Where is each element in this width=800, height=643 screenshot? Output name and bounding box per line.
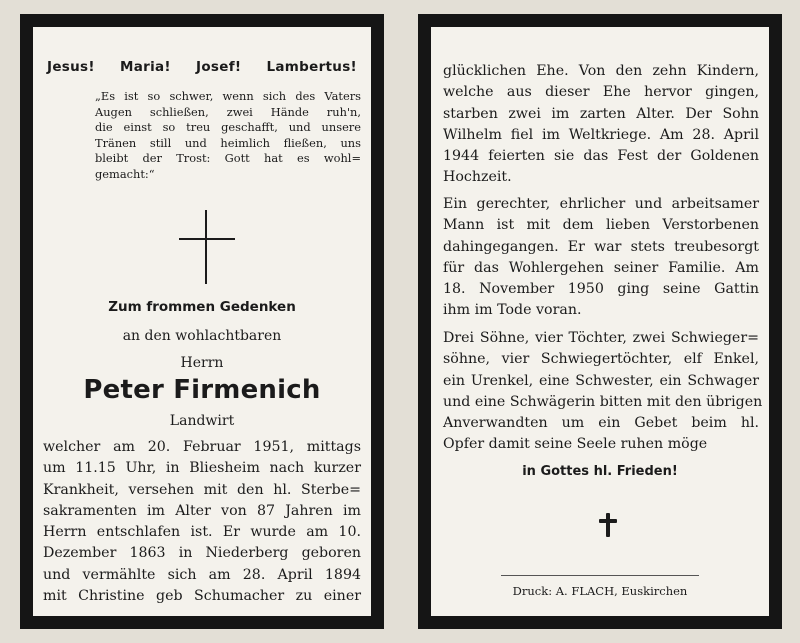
text-line: welche aus dieser Ehe hervor gingen, <box>443 84 759 101</box>
printer-credit: Druck: A. FLACH, Euskirchen <box>512 584 688 598</box>
text-line: Anverwandten um ein Gebet beim hl. <box>443 415 759 432</box>
text-line: Mann ist mit dem lieben Verstorbenen <box>443 217 759 234</box>
text-line: und vermählte sich am 28. April 1894 <box>43 566 361 583</box>
small-cross-icon <box>599 513 617 537</box>
memorial-intro: an den wohlachtbaren <box>122 328 282 344</box>
invocation-lambertus: Lambertus! <box>266 59 357 75</box>
text-line: Opfer damit seine Seele ruhen möge <box>443 436 708 453</box>
text-line: 1944 feierten sie das Fest der Goldenen <box>443 148 759 165</box>
text-line: Hochzeit. <box>443 169 512 186</box>
text-line: welcher am 20. Februar 1951, mittags <box>43 439 361 455</box>
cross-icon <box>179 210 235 284</box>
paragraph-marriage <box>443 61 759 189</box>
text-line: Ein gerechter, ehrlicher und arbeitsamer <box>443 196 759 212</box>
right-card <box>418 14 782 629</box>
text-line: für das Wohlergehen seiner Familie. Am <box>443 259 759 276</box>
text-line: söhne, vier Schwiegertöchter, elf Enkel, <box>443 351 759 368</box>
paragraph-mourners <box>443 328 763 456</box>
quote-line: gemacht:“ <box>95 166 155 181</box>
text-line: und eine Schwägerin bitten mit den übrigen <box>443 393 763 410</box>
memorial-heading: Zum frommen Gedenken <box>108 299 296 315</box>
occupation: Landwirt <box>169 413 235 429</box>
text-line: Drei Söhne, vier Töchter, zwei Schwieger= <box>443 330 759 346</box>
left-card <box>20 14 384 629</box>
invocation-header <box>47 59 357 75</box>
divider <box>501 575 699 576</box>
text-line: glücklichen Ehe. Von den zehn Kindern, <box>443 63 759 79</box>
salutation: Herrn <box>180 355 224 371</box>
invocation-jesus: Jesus! <box>47 59 95 75</box>
text-line: ihm im Tode voran. <box>443 302 582 319</box>
quote-line: Augen schließen, zwei Hände ruh'n, <box>95 104 361 119</box>
closing-blessing: in Gottes hl. Frieden! <box>522 464 678 479</box>
paragraph-character <box>443 194 759 322</box>
text-line: um 11.15 Uhr, in Bliesheim nach kurzer <box>43 460 361 477</box>
quote-line: „Es ist so schwer, wenn sich des Vaters <box>95 89 361 103</box>
biography-text <box>43 437 361 607</box>
deceased-name: Peter Firmenich <box>83 375 321 405</box>
quote-line: bleibt der Trost: Gott hat es wohl= <box>95 151 361 166</box>
text-line: Herrn entschlafen ist. Er wurde am 10. <box>43 524 361 541</box>
text-line: ein Urenkel, eine Schwester, ein Schwager <box>443 372 759 389</box>
text-line: sakramenten im Alter von 87 Jahren im <box>43 502 361 519</box>
text-line: Dezember 1863 in Niederberg geboren <box>43 545 361 562</box>
quote-line: die einst so treu geschafft, und unsere <box>95 120 361 135</box>
invocation-maria: Maria! <box>119 59 171 75</box>
text-line: mit Christine geb Schumacher zu einer <box>43 588 361 605</box>
invocation-josef: Josef! <box>196 59 242 75</box>
text-line: 18. November 1950 ging seine Gattin <box>443 281 759 298</box>
quote-block <box>95 89 361 183</box>
quote-line: Tränen still und heimlich fließen, uns <box>95 135 361 150</box>
text-line: starben zwei im zarten Alter. Der Sohn <box>443 105 759 122</box>
text-line: Wilhelm fiel im Weltkriege. Am 28. April <box>443 126 759 143</box>
text-line: Krankheit, versehen mit den hl. Sterbe= <box>43 481 361 498</box>
text-line: dahingegangen. Er war stets treubesorgt <box>443 238 759 255</box>
